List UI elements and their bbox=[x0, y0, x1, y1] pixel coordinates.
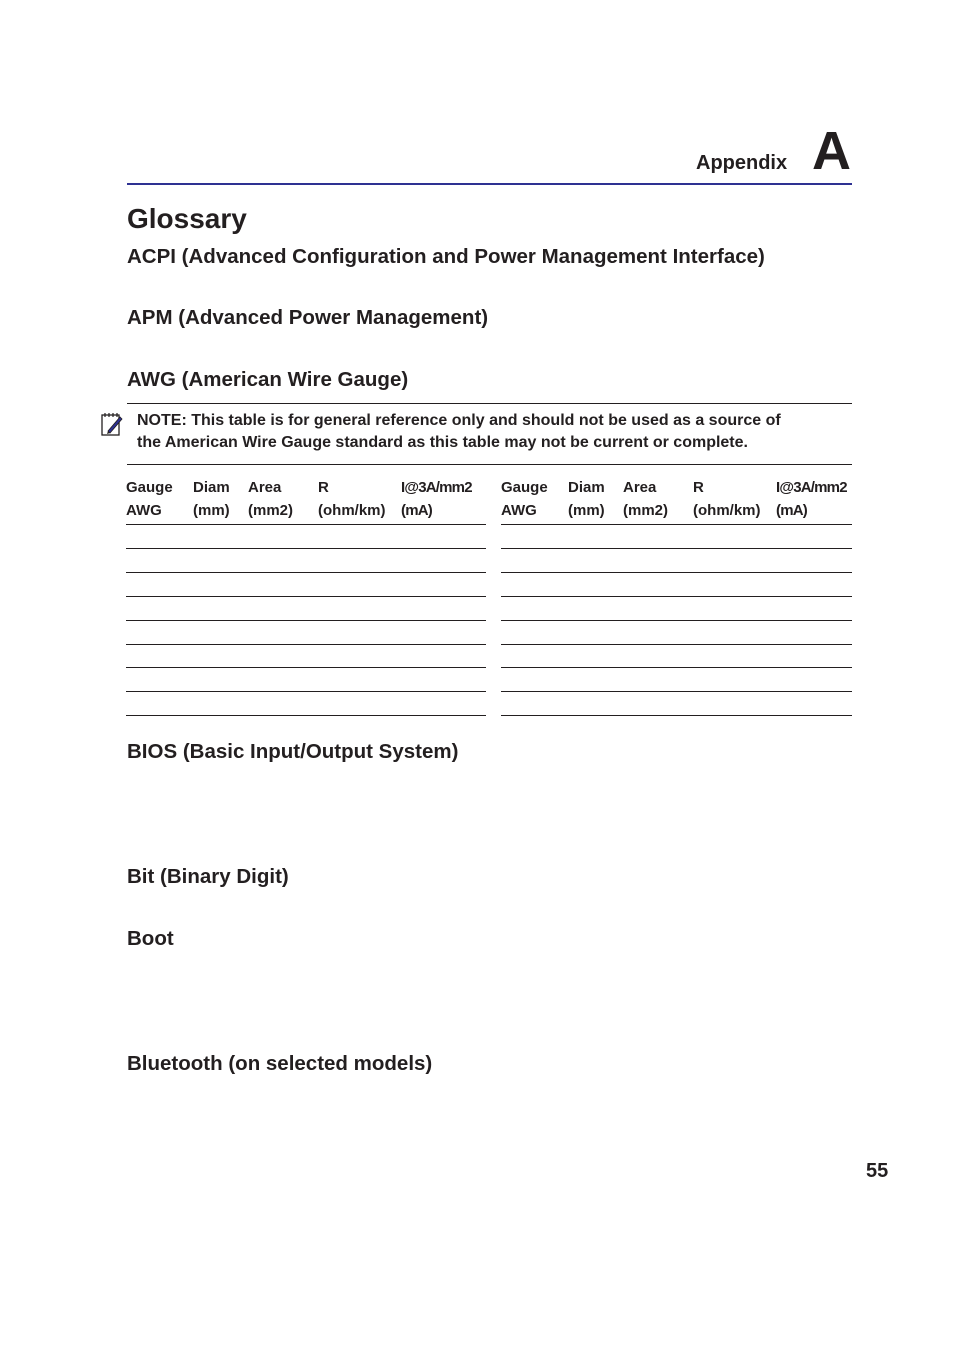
note-line-1: NOTE: This table is for general reference only and should not be used as a source of bbox=[137, 412, 781, 429]
table-row bbox=[126, 548, 486, 549]
note-text bbox=[137, 410, 852, 453]
table-row bbox=[126, 596, 486, 597]
note-pencil-icon bbox=[100, 411, 124, 437]
table-row bbox=[126, 644, 486, 645]
table-row bbox=[501, 596, 852, 597]
col-head-area: Area (mm2) bbox=[248, 479, 294, 519]
col-head-r: R (ohm/km) bbox=[318, 479, 386, 519]
page-number: 55 bbox=[866, 1160, 889, 1182]
term-boot: Boot bbox=[127, 927, 174, 950]
table-row bbox=[501, 644, 852, 645]
col-head-r: R (ohm/km) bbox=[693, 479, 761, 519]
page-title: Glossary bbox=[127, 203, 247, 234]
term-bios: BIOS (Basic Input/Output System) bbox=[127, 740, 459, 763]
table-row bbox=[126, 667, 486, 668]
col-head-diam: Diam (mm) bbox=[193, 479, 230, 519]
col-head-gauge: Gauge AWG bbox=[501, 479, 548, 519]
col-head-current: I@3A/mm2 (mA) bbox=[776, 479, 847, 519]
term-bluetooth: Bluetooth (on selected models) bbox=[127, 1052, 433, 1075]
term-acpi: ACPI (Advanced Configuration and Power Management Interface) bbox=[127, 245, 765, 268]
table-row bbox=[501, 667, 852, 668]
table-row bbox=[126, 715, 486, 716]
table-row bbox=[126, 691, 486, 692]
table-row bbox=[501, 620, 852, 621]
col-head-gauge: Gauge AWG bbox=[126, 479, 173, 519]
awg-table-left bbox=[126, 476, 486, 718]
note-line-2: the American Wire Gauge standard as this table may not be current or complete. bbox=[137, 433, 748, 451]
col-head-current: I@3A/mm2 (mA) bbox=[401, 479, 472, 519]
table-row bbox=[501, 715, 852, 716]
table-row bbox=[501, 691, 852, 692]
term-apm: APM (Advanced Power Management) bbox=[127, 306, 489, 329]
appendix-letter: A bbox=[812, 121, 851, 181]
table-row bbox=[501, 572, 852, 573]
term-bit: Bit (Binary Digit) bbox=[127, 865, 289, 888]
table-row bbox=[501, 548, 852, 549]
header-rule bbox=[127, 183, 852, 185]
table-rule bbox=[126, 524, 486, 525]
awg-table-right bbox=[501, 476, 852, 718]
col-head-diam: Diam (mm) bbox=[568, 479, 605, 519]
col-head-area: Area (mm2) bbox=[623, 479, 669, 519]
table-row bbox=[126, 620, 486, 621]
table-row bbox=[126, 572, 486, 573]
term-awg: AWG (American Wire Gauge) bbox=[127, 368, 409, 391]
table-rule bbox=[501, 524, 852, 525]
appendix-label: Appendix bbox=[696, 152, 788, 174]
